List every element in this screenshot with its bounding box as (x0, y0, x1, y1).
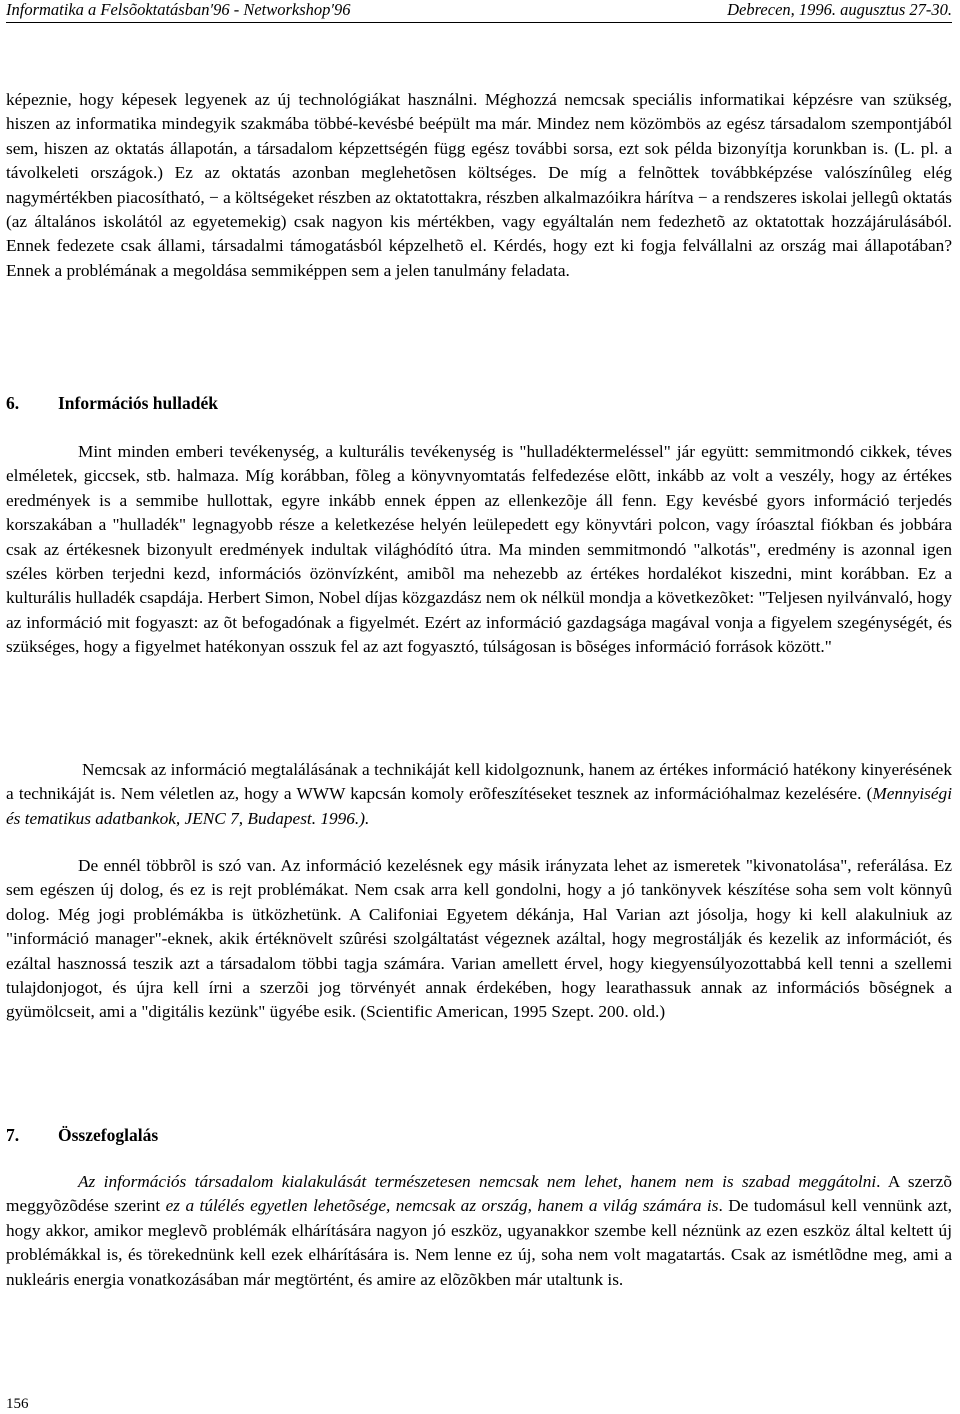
summary-plain-b: . De tudomásul kell vennünk azt, hogy akkor, amikor meglevõ problémák elhárítására nagyon jó eszköz, ugyanakkor szembe kell néznünk az ezen eszköz által keltett új problémákkal is, és törekednünk kell ezek elhárítására is. Nem lenne ez új, soha nem volt magatartás. Csak az ismétlõdne meg, ami a nukleáris energia vonatkozásában már megtörtént, és amire az elõzõkben már utaltunk is. (6, 1196, 952, 1289)
section-6-paragraph-1-block (6, 440, 952, 660)
intro-paragraph: képeznie, hogy képesek legyenek az új technológiákat használni. Méghozzá nemcsak speciális informatikai képzésre van szükség, hiszen az informatika mindegyik szakmába többé-kevésbé beépült ma már. Mindez nem közömbös az egész társadalom szempontjából sem, hiszen az oktatás állapotán, a társadalom képzettségén függ egész további sorsa, ezt sok példa bizonyítja korunkban is. (L. pl. a távolkeleti országok.) Ez az oktatás azonban meglehetõsen költséges. De míg a felnõttek továbbképzése valószínûleg elég nagymértékben piacosítható, − a költségeket részben az oktatottakra, részben alkalmazóikra hárítva − a rendszeres iskolai jellegû oktatás (az általános iskolától az egyetemekig) csak nagyon kis mértékben, vagy egyáltalán nem fedezhetõ az oktatottak hozzájárulásából. Ennek fedezete csak állami, társadalmi támogatásból képzelhetõ el. Kérdés, hogy ezt ki fogja felvállalni az ország mai állapotában? Ennek a problémának a megoldása semmiképpen sem a jelen tanulmány feladata. (6, 90, 952, 280)
running-header (6, 0, 952, 23)
section-6-paragraph-2-block (6, 758, 952, 831)
header-left: Informatika a Felsõoktatásban′96 - Networkshop′96 (6, 0, 351, 19)
section-6-number: 6. (6, 393, 20, 413)
section-7-heading (6, 1124, 158, 1146)
section-7-number: 7. (6, 1125, 20, 1145)
section-6-title: Információs hulladék (58, 393, 218, 413)
section-6-heading (6, 392, 218, 414)
summary-italic-b: ez a túlélés egyetlen lehetõsége, nemcsak az ország, hanem a világ számára is (165, 1196, 719, 1216)
intro-paragraph-block (6, 88, 952, 283)
section-6-paragraph-1: Mint minden emberi tevékenység, a kulturális tevékenység is "hulladéktermeléssel" jár együtt: semmitmondó cikkek, téves elméletek, giccsek, stb. halmaza. Míg korábban, fõleg a könyvnyomtatás felfedezése elõtt, inkább az volt a veszély, hogy az értékes eredmények is a semmibe hullottak, egyre inkább ennek éppen az ellenkezõje áll fenn. Egy kevésbé gyors információ terjedés korszakában a "hulladék" legnagyobb része a keletkezése helyén leülepedett egy könyvtári polcon, vagy íróasztal fiókban és jobbára csak az értékesnek bizonyult eredmények indultak világhódító útra. Ma minden semmitmondó "alkotás", eredmény is azonnal igen széles körben terjedni kezd, információs özönvízként, amibõl ma nehezebb az értékes hordalékot kiszedni, mint korábban. Ez a kulturális hulladék csapdája. Herbert Simon, Nobel díjas közgazdász nem ok nélkül mondja a következõket: "Teljesen nyilvánvaló, hogy az információ mit fogyaszt: az õt befogadónak a figyelmét. Ezért az információ gazdagsága magával vonja a figyelem szegénységét, és szükséges, hogy a figyelmet hatékonyan osszuk fel az azt fogyasztó, túlságosan is bõséges információ források között." (6, 442, 952, 657)
summary-plain-a: . A szerzõ meggyõzõdése szerint (6, 1172, 952, 1216)
section-7-title: Összefoglalás (58, 1125, 159, 1145)
summary-italic-a: Az információs társadalom kialakulását természetesen nemcsak nem lehet, hanem nem is szabad meggátolni (78, 1172, 877, 1191)
section-7-paragraph (6, 1170, 952, 1292)
section-7-paragraph-block (6, 1170, 952, 1292)
paragraph-2-text: Nemcsak az információ megtalálásának a technikáját kell kidolgoznunk, hanem az értékes információ hatékony kinyerésének a technikáját is. Nem véletlen az, hogy a WWW kapcsán komoly erõfeszítéseket tesznek az információhalmaz kezelésére. ( (6, 760, 952, 804)
paragraph-2-reference: Mennyiségi és tematikus adatbankok, JENC 7, Budapest. 1996.). (6, 784, 952, 828)
section-6-paragraph-3-block (6, 854, 952, 1025)
section-6-paragraph-3: De ennél többrõl is szó van. Az információ kezelésnek egy másik irányzata lehet az ismeretek "kivonatolása", referálása. Ez sem egészen új dolog, és ez is rejt problémákat. Nem csak arra kell gondolni, hogy a jó tankönyvek készítése soha sem volt könnyû dolog. Még jogi problémákba is ütközhetünk. A Califoniai Egyetem dékánja, Hal Varian azt jósolja, hogy ki kell alakulniuk az "információ manager"-eknek, akik értéknövelt szûrési szolgáltatást végeznek azáltal, hogy megrostálják és kezelik az információt, és ezáltal hasznossá teszik azt a társadalom többi tagja számára. Varian amellett érvel, hogy kiegyensúlyozottabbá kell tenni a szellemi tulajdonjogot, és újra kell írni a szerzõi jog törvényét annak érdekében, hogy learathassuk annak az információs bõségnek a gyümölcseit, ami a "digitális kezünk" ügyébe esik. (Scientific American, 1995 Szept. 200. old.) (6, 856, 952, 1022)
page-number: 156 (6, 1396, 29, 1412)
header-right: Debrecen, 1996. augusztus 27-30. (727, 0, 952, 19)
section-6-paragraph-2 (6, 758, 952, 831)
